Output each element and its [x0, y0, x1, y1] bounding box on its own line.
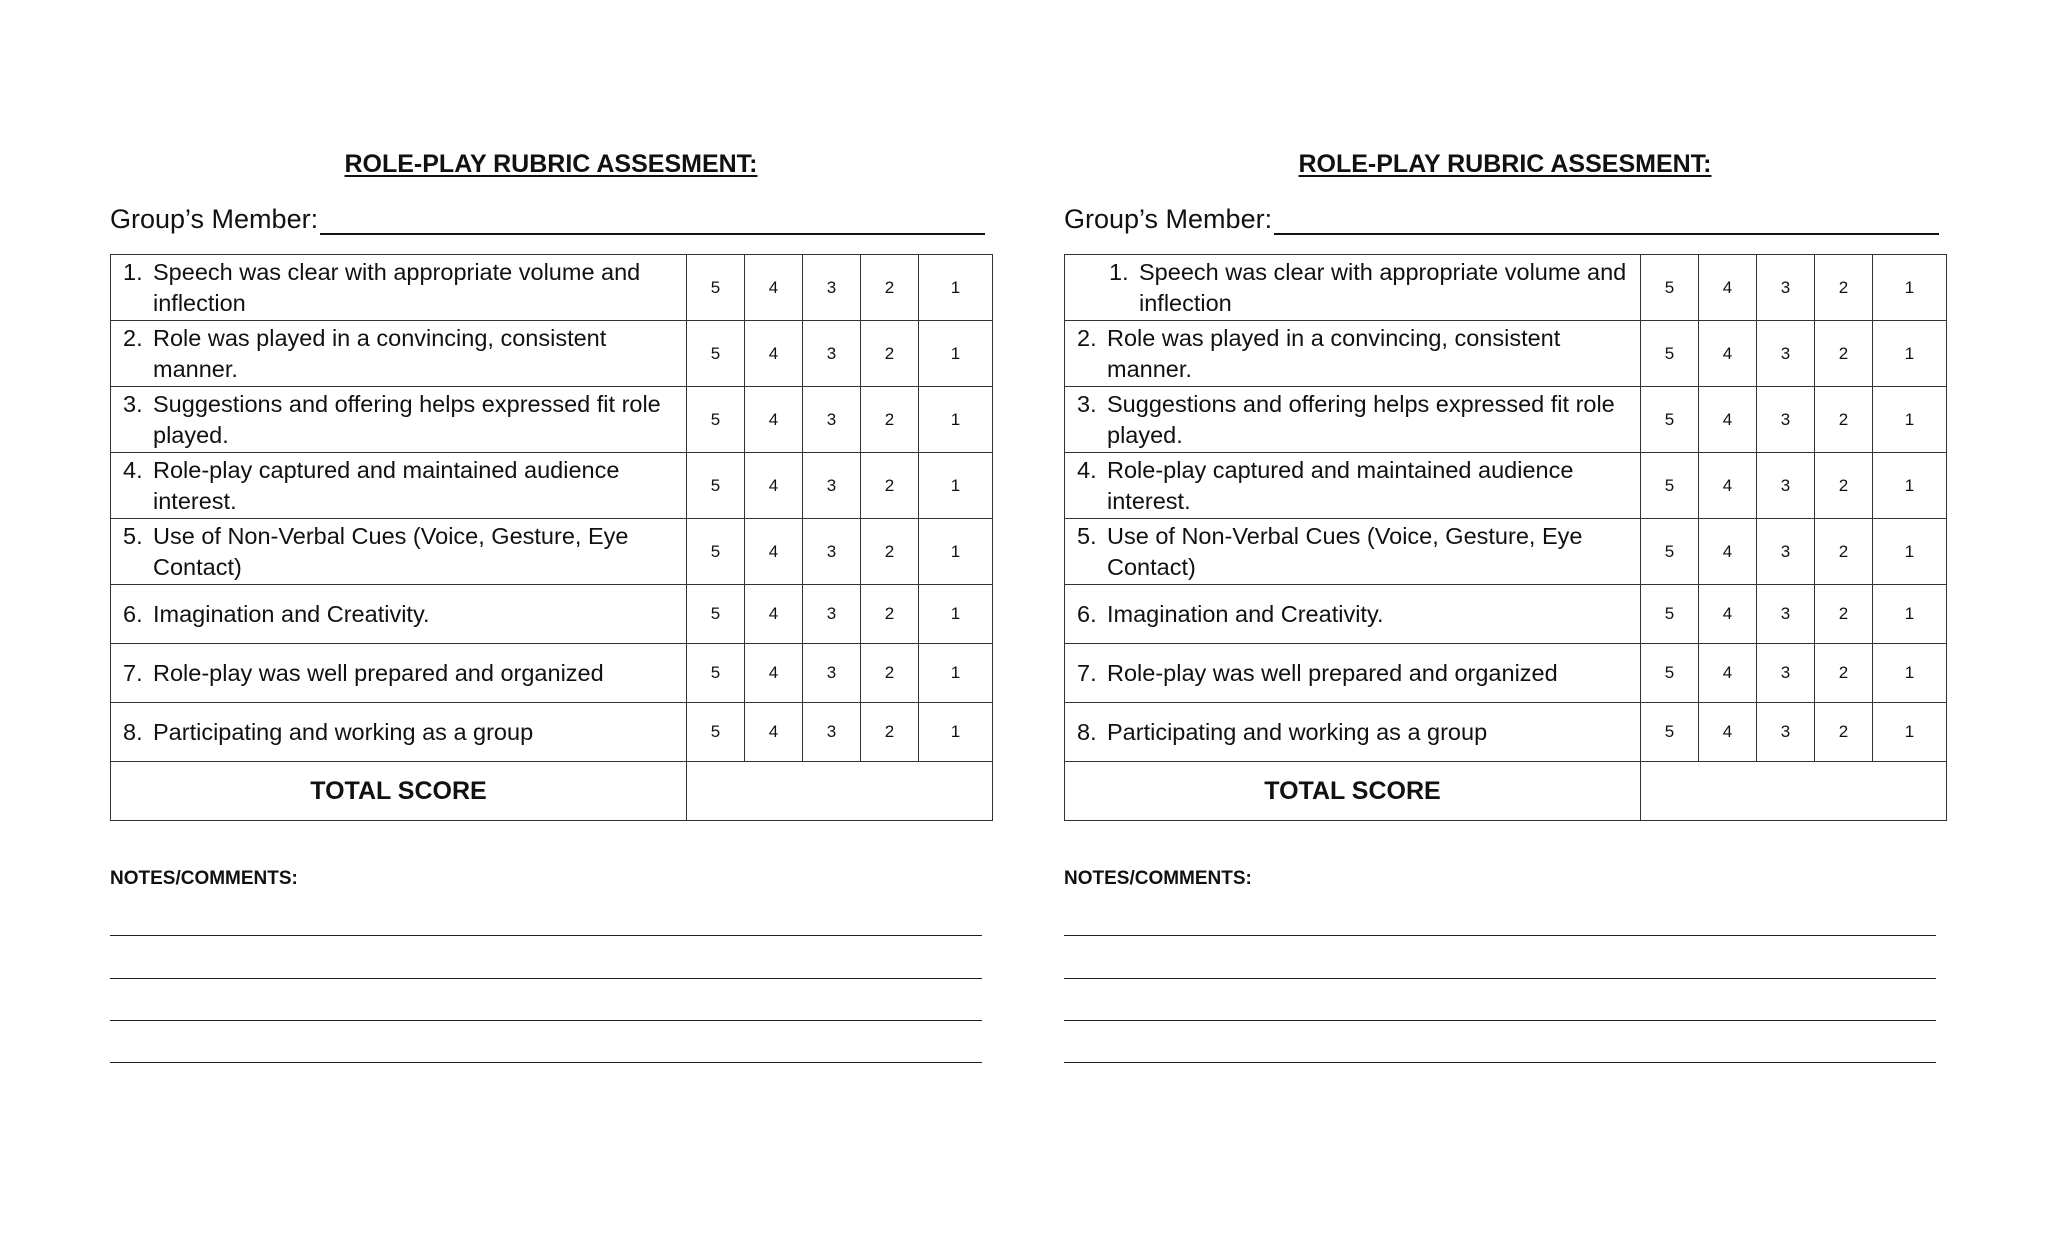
score-option-3[interactable]: 3 [803, 519, 861, 585]
criterion-number: 8. [1077, 718, 1097, 745]
score-option-5[interactable]: 5 [1641, 453, 1699, 519]
score-option-4[interactable]: 4 [745, 585, 803, 644]
criterion-number: 2. [123, 324, 143, 351]
criterion-text: Suggestions and offering helps expressed fit role played. [1107, 390, 1615, 448]
score-option-2[interactable]: 2 [861, 453, 919, 519]
criterion-text: Use of Non-Verbal Cues (Voice, Gesture, Eye Contact) [153, 522, 629, 580]
score-option-1[interactable]: 1 [1873, 387, 1947, 453]
criterion-text: Speech was clear with appropriate volume and inflection [153, 258, 641, 316]
criterion-row [111, 255, 993, 321]
score-option-3[interactable]: 3 [1757, 321, 1815, 387]
score-option-3[interactable]: 3 [1757, 255, 1815, 321]
score-option-2[interactable]: 2 [861, 321, 919, 387]
group-member-field[interactable] [1274, 205, 1939, 235]
score-option-5[interactable]: 5 [687, 321, 745, 387]
score-option-2[interactable]: 2 [861, 644, 919, 703]
notes-line[interactable] [110, 1020, 982, 1021]
criterion-text: Role-play was well prepared and organized [153, 659, 604, 686]
criterion-text: Suggestions and offering helps expressed fit role played. [153, 390, 661, 448]
rubric-title: ROLE-PLAY RUBRIC ASSESMENT: [1298, 150, 1712, 178]
group-member-label: Group’s Member: [110, 204, 319, 234]
criterion-number: 8. [123, 718, 143, 745]
notes-line[interactable] [1064, 935, 1936, 936]
score-option-2[interactable]: 2 [1815, 585, 1873, 644]
score-option-4[interactable]: 4 [1699, 453, 1757, 519]
score-option-5[interactable]: 5 [687, 387, 745, 453]
score-option-5[interactable]: 5 [687, 703, 745, 762]
score-option-4[interactable]: 4 [1699, 321, 1757, 387]
criterion-text: Role-play captured and maintained audience interest. [153, 456, 620, 514]
notes-line[interactable] [1064, 1020, 1936, 1021]
score-option-4[interactable]: 4 [745, 321, 803, 387]
score-option-3[interactable]: 3 [1757, 644, 1815, 703]
criterion-row [1065, 585, 1947, 644]
criterion-row [111, 703, 993, 762]
score-option-5[interactable]: 5 [687, 644, 745, 703]
score-option-1[interactable]: 1 [919, 703, 993, 762]
score-option-4[interactable]: 4 [1699, 519, 1757, 585]
score-option-5[interactable]: 5 [1641, 703, 1699, 762]
criterion-row [111, 321, 993, 387]
score-option-5[interactable]: 5 [687, 519, 745, 585]
criterion-text: Imagination and Creativity. [1107, 600, 1384, 627]
criterion-number: 5. [123, 522, 143, 549]
criterion-row [1065, 703, 1947, 762]
score-option-5[interactable]: 5 [1641, 644, 1699, 703]
total-score-label: TOTAL SCORE [1065, 762, 1641, 821]
score-option-1[interactable]: 1 [1873, 519, 1947, 585]
criterion-number: 4. [123, 456, 143, 483]
criterion-row [111, 644, 993, 703]
score-option-4[interactable]: 4 [745, 644, 803, 703]
score-option-3[interactable]: 3 [803, 703, 861, 762]
score-option-5[interactable]: 5 [1641, 585, 1699, 644]
score-option-1[interactable]: 1 [1873, 453, 1947, 519]
score-option-3[interactable]: 3 [803, 585, 861, 644]
notes-label: NOTES/COMMENTS: [110, 868, 298, 889]
score-option-2[interactable]: 2 [1815, 321, 1873, 387]
score-option-1[interactable]: 1 [919, 255, 993, 321]
score-option-2[interactable]: 2 [1815, 387, 1873, 453]
score-option-5[interactable]: 5 [1641, 387, 1699, 453]
score-option-2[interactable]: 2 [1815, 255, 1873, 321]
score-option-4[interactable]: 4 [1699, 255, 1757, 321]
score-option-3[interactable]: 3 [803, 255, 861, 321]
group-member-field[interactable] [320, 205, 985, 235]
criterion-number: 6. [1077, 600, 1097, 627]
criterion-number: 2. [1077, 324, 1097, 351]
score-option-5[interactable]: 5 [1641, 321, 1699, 387]
total-score-row [1065, 762, 1947, 821]
score-option-2[interactable]: 2 [861, 387, 919, 453]
criterion-row [1065, 387, 1947, 453]
score-option-5[interactable]: 5 [1641, 519, 1699, 585]
total-score-field[interactable] [687, 762, 993, 821]
notes-line[interactable] [110, 1062, 982, 1063]
total-score-row [111, 762, 993, 821]
score-option-4[interactable]: 4 [745, 703, 803, 762]
score-option-4[interactable]: 4 [1699, 703, 1757, 762]
criterion-row [1065, 321, 1947, 387]
criterion-row [111, 387, 993, 453]
score-option-2[interactable]: 2 [861, 519, 919, 585]
score-option-3[interactable]: 3 [803, 387, 861, 453]
score-option-2[interactable]: 2 [1815, 519, 1873, 585]
score-option-3[interactable]: 3 [1757, 519, 1815, 585]
score-option-5[interactable]: 5 [1641, 255, 1699, 321]
score-option-1[interactable]: 1 [919, 644, 993, 703]
criterion-text: Role-play captured and maintained audience interest. [1107, 456, 1574, 514]
criterion-number: 3. [1077, 390, 1097, 417]
notes-line[interactable] [1064, 1062, 1936, 1063]
criterion-row [1065, 255, 1947, 321]
criterion-text: Role was played in a convincing, consistent manner. [153, 324, 607, 382]
score-option-5[interactable]: 5 [687, 453, 745, 519]
notes-line[interactable] [110, 935, 982, 936]
score-option-2[interactable]: 2 [1815, 644, 1873, 703]
total-score-field[interactable] [1641, 762, 1947, 821]
score-option-4[interactable]: 4 [745, 255, 803, 321]
score-option-1[interactable]: 1 [919, 321, 993, 387]
score-option-3[interactable]: 3 [803, 321, 861, 387]
group-member-label: Group’s Member: [1064, 204, 1273, 234]
score-option-1[interactable]: 1 [919, 453, 993, 519]
group-member-row [110, 199, 985, 235]
score-option-5[interactable]: 5 [687, 255, 745, 321]
rubric-title: ROLE-PLAY RUBRIC ASSESMENT: [344, 150, 758, 178]
total-score-label: TOTAL SCORE [111, 762, 687, 821]
notes-line[interactable] [1064, 978, 1936, 979]
score-option-1[interactable]: 1 [919, 519, 993, 585]
criterion-row [111, 453, 993, 519]
criterion-text: Speech was clear with appropriate volume and inflection [1139, 258, 1627, 316]
score-option-4[interactable]: 4 [1699, 387, 1757, 453]
criterion-number: 7. [1077, 659, 1097, 686]
group-member-row [1064, 199, 1939, 235]
criterion-text: Participating and working as a group [153, 718, 534, 745]
score-option-4[interactable]: 4 [745, 453, 803, 519]
score-option-3[interactable]: 3 [803, 644, 861, 703]
criterion-number: 1. [1109, 258, 1129, 285]
score-option-2[interactable]: 2 [861, 703, 919, 762]
rubric-table [110, 254, 993, 821]
score-option-3[interactable]: 3 [1757, 703, 1815, 762]
rubric-table [1064, 254, 1947, 821]
criterion-number: 6. [123, 600, 143, 627]
criterion-number: 7. [123, 659, 143, 686]
criterion-number: 4. [1077, 456, 1097, 483]
score-option-1[interactable]: 1 [1873, 321, 1947, 387]
criterion-text: Role was played in a convincing, consistent manner. [1107, 324, 1561, 382]
criterion-text: Role-play was well prepared and organized [1107, 659, 1558, 686]
notes-label: NOTES/COMMENTS: [1064, 868, 1252, 889]
score-option-3[interactable]: 3 [1757, 387, 1815, 453]
score-option-4[interactable]: 4 [745, 519, 803, 585]
score-option-1[interactable]: 1 [919, 585, 993, 644]
criterion-text: Imagination and Creativity. [153, 600, 430, 627]
score-option-1[interactable]: 1 [919, 387, 993, 453]
criterion-number: 1. [123, 258, 143, 285]
criterion-row [111, 519, 993, 585]
criterion-row [1065, 519, 1947, 585]
criterion-number: 3. [123, 390, 143, 417]
score-option-2[interactable]: 2 [1815, 703, 1873, 762]
criterion-row [111, 585, 993, 644]
score-option-1[interactable]: 1 [1873, 703, 1947, 762]
score-option-2[interactable]: 2 [1815, 453, 1873, 519]
notes-line[interactable] [110, 978, 982, 979]
score-option-3[interactable]: 3 [803, 453, 861, 519]
score-option-3[interactable]: 3 [1757, 453, 1815, 519]
score-option-2[interactable]: 2 [861, 255, 919, 321]
score-option-3[interactable]: 3 [1757, 585, 1815, 644]
score-option-2[interactable]: 2 [861, 585, 919, 644]
criterion-text: Participating and working as a group [1107, 718, 1488, 745]
score-option-1[interactable]: 1 [1873, 644, 1947, 703]
criterion-row [1065, 644, 1947, 703]
criterion-text: Use of Non-Verbal Cues (Voice, Gesture, Eye Contact) [1107, 522, 1583, 580]
score-option-1[interactable]: 1 [1873, 255, 1947, 321]
criterion-number: 5. [1077, 522, 1097, 549]
score-option-5[interactable]: 5 [687, 585, 745, 644]
score-option-4[interactable]: 4 [1699, 644, 1757, 703]
score-option-4[interactable]: 4 [1699, 585, 1757, 644]
score-option-4[interactable]: 4 [745, 387, 803, 453]
criterion-row [1065, 453, 1947, 519]
score-option-1[interactable]: 1 [1873, 585, 1947, 644]
